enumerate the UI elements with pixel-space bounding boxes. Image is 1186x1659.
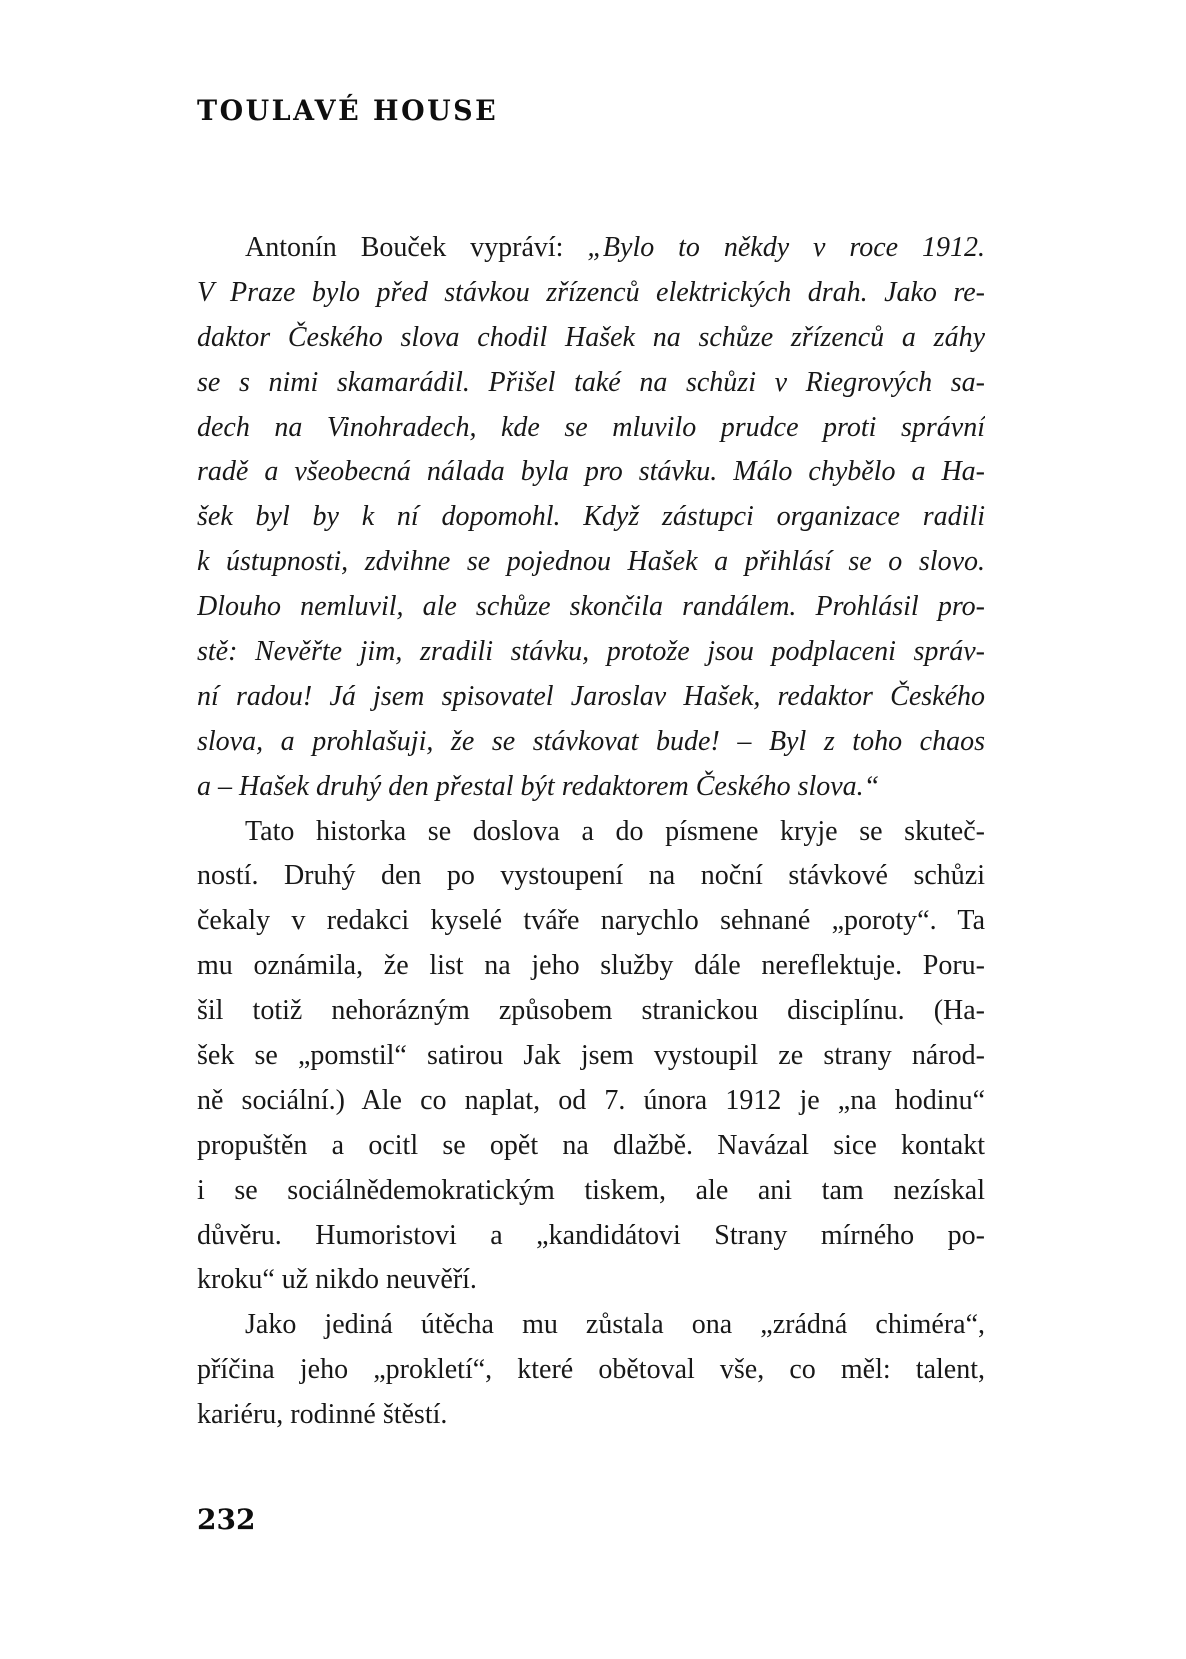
text-line	[197, 1348, 985, 1393]
text-line	[197, 585, 985, 630]
italic-text-segment: daktor Českého slova chodil Hašek na schůze zřízenců a záhy	[197, 321, 985, 353]
text-line	[197, 316, 985, 361]
text-line	[197, 675, 985, 720]
italic-text-segment: dech na Vinohradech, kde se mluvilo prudce proti správní	[197, 411, 985, 443]
text-segment: i se sociálnědemokratickým tiskem, ale ani tam nezískal	[197, 1174, 985, 1206]
text-line	[197, 989, 985, 1034]
text-line	[197, 495, 985, 540]
text-segment: ností. Druhý den po vystoupení na noční stávkové schůzi	[197, 860, 985, 892]
italic-text-segment: slova, a prohlašuji, že se stávkovat bude! – Byl z toho chaos	[197, 725, 985, 757]
italic-text-segment: ní radou! Já jsem spisovatel Jaroslav Hašek, redaktor Českého	[197, 680, 985, 712]
text-line	[197, 1169, 985, 1214]
italic-text-segment: šek byl by k ní dopomohl. Když zástupci organizace radili	[197, 501, 985, 533]
italic-text-segment: k ústupnosti, zdvihne se pojednou Hašek a přihlásí se o slovo.	[197, 546, 985, 578]
italic-text-segment: V Praze bylo před stávkou zřízenců elektrických drah. Jako re-	[197, 276, 985, 308]
text-line	[197, 361, 985, 406]
text-line	[197, 1079, 985, 1124]
italic-text-segment: stě: Nevěřte jim, zradili stávku, protože jsou podplaceni správ-	[197, 636, 985, 668]
italic-text-segment: „Bylo to někdy v roce 1912.	[587, 232, 985, 263]
text-line	[197, 630, 985, 675]
text-block	[197, 226, 985, 1438]
page-number: 232	[197, 1503, 256, 1536]
italic-text-segment: se s nimi skamarádil. Přišel také na schůzi v Riegrových sa-	[197, 366, 985, 398]
text-line	[197, 1124, 985, 1169]
text-line	[197, 1034, 985, 1079]
text-segment: šil totiž nehorázným způsobem stranickou disciplínu. (Ha-	[197, 995, 985, 1027]
text-line	[197, 226, 985, 271]
text-line	[197, 450, 985, 495]
text-line	[197, 540, 985, 585]
text-segment: příčina jeho „prokletí“, které obětoval vše, co měl: talent,	[197, 1354, 985, 1386]
text-segment: šek se „pomstil“ satirou Jak jsem vystoupil ze strany národ-	[197, 1040, 985, 1072]
italic-text-segment: radě a všeobecná nálada byla pro stávku. Málo chybělo a Ha-	[197, 456, 985, 488]
text-line	[197, 899, 985, 944]
text-line	[197, 406, 985, 451]
text-line	[197, 720, 985, 765]
text-line	[197, 271, 985, 316]
text-segment: kariéru, rodinné štěstí.	[197, 1399, 448, 1431]
text-segment: mu oznámila, že list na jeho služby dále nereflektuje. Poru-	[197, 950, 985, 982]
running-header: TOULAVÉ HOUSE	[197, 95, 499, 128]
text-segment: Tato historka se doslova a do písmene kryje se skuteč-	[245, 815, 985, 847]
text-segment: čekaly v redakci kyselé tváře narychlo sehnané „poroty“. Ta	[197, 905, 985, 937]
text-line	[197, 944, 985, 989]
text-line	[197, 810, 985, 855]
text-line	[197, 854, 985, 899]
italic-text-segment: a – Hašek druhý den přestal být redaktorem Českého slova.“	[197, 770, 880, 802]
italic-text-segment: Dlouho nemluvil, ale schůze skončila randálem. Prohlásil pro-	[197, 591, 985, 623]
text-segment: kroku“ už nikdo neuvěří.	[197, 1264, 477, 1296]
text-line	[197, 1393, 985, 1438]
text-segment: ně sociální.) Ale co naplat, od 7. února 1912 je „na hodinu“	[197, 1084, 985, 1116]
text-segment: Antonín Bouček vypráví:	[245, 232, 588, 263]
text-segment: Jako jediná útěcha mu zůstala ona „zrádná chiméra“,	[245, 1309, 985, 1341]
text-line	[197, 765, 985, 810]
text-line	[197, 1258, 985, 1303]
text-segment: důvěru. Humoristovi a „kandidátovi Strany mírného po-	[197, 1219, 985, 1251]
text-segment: propuštěn a ocitl se opět na dlažbě. Navázal sice kontakt	[197, 1129, 985, 1161]
text-line	[197, 1214, 985, 1259]
text-line	[197, 1303, 985, 1348]
